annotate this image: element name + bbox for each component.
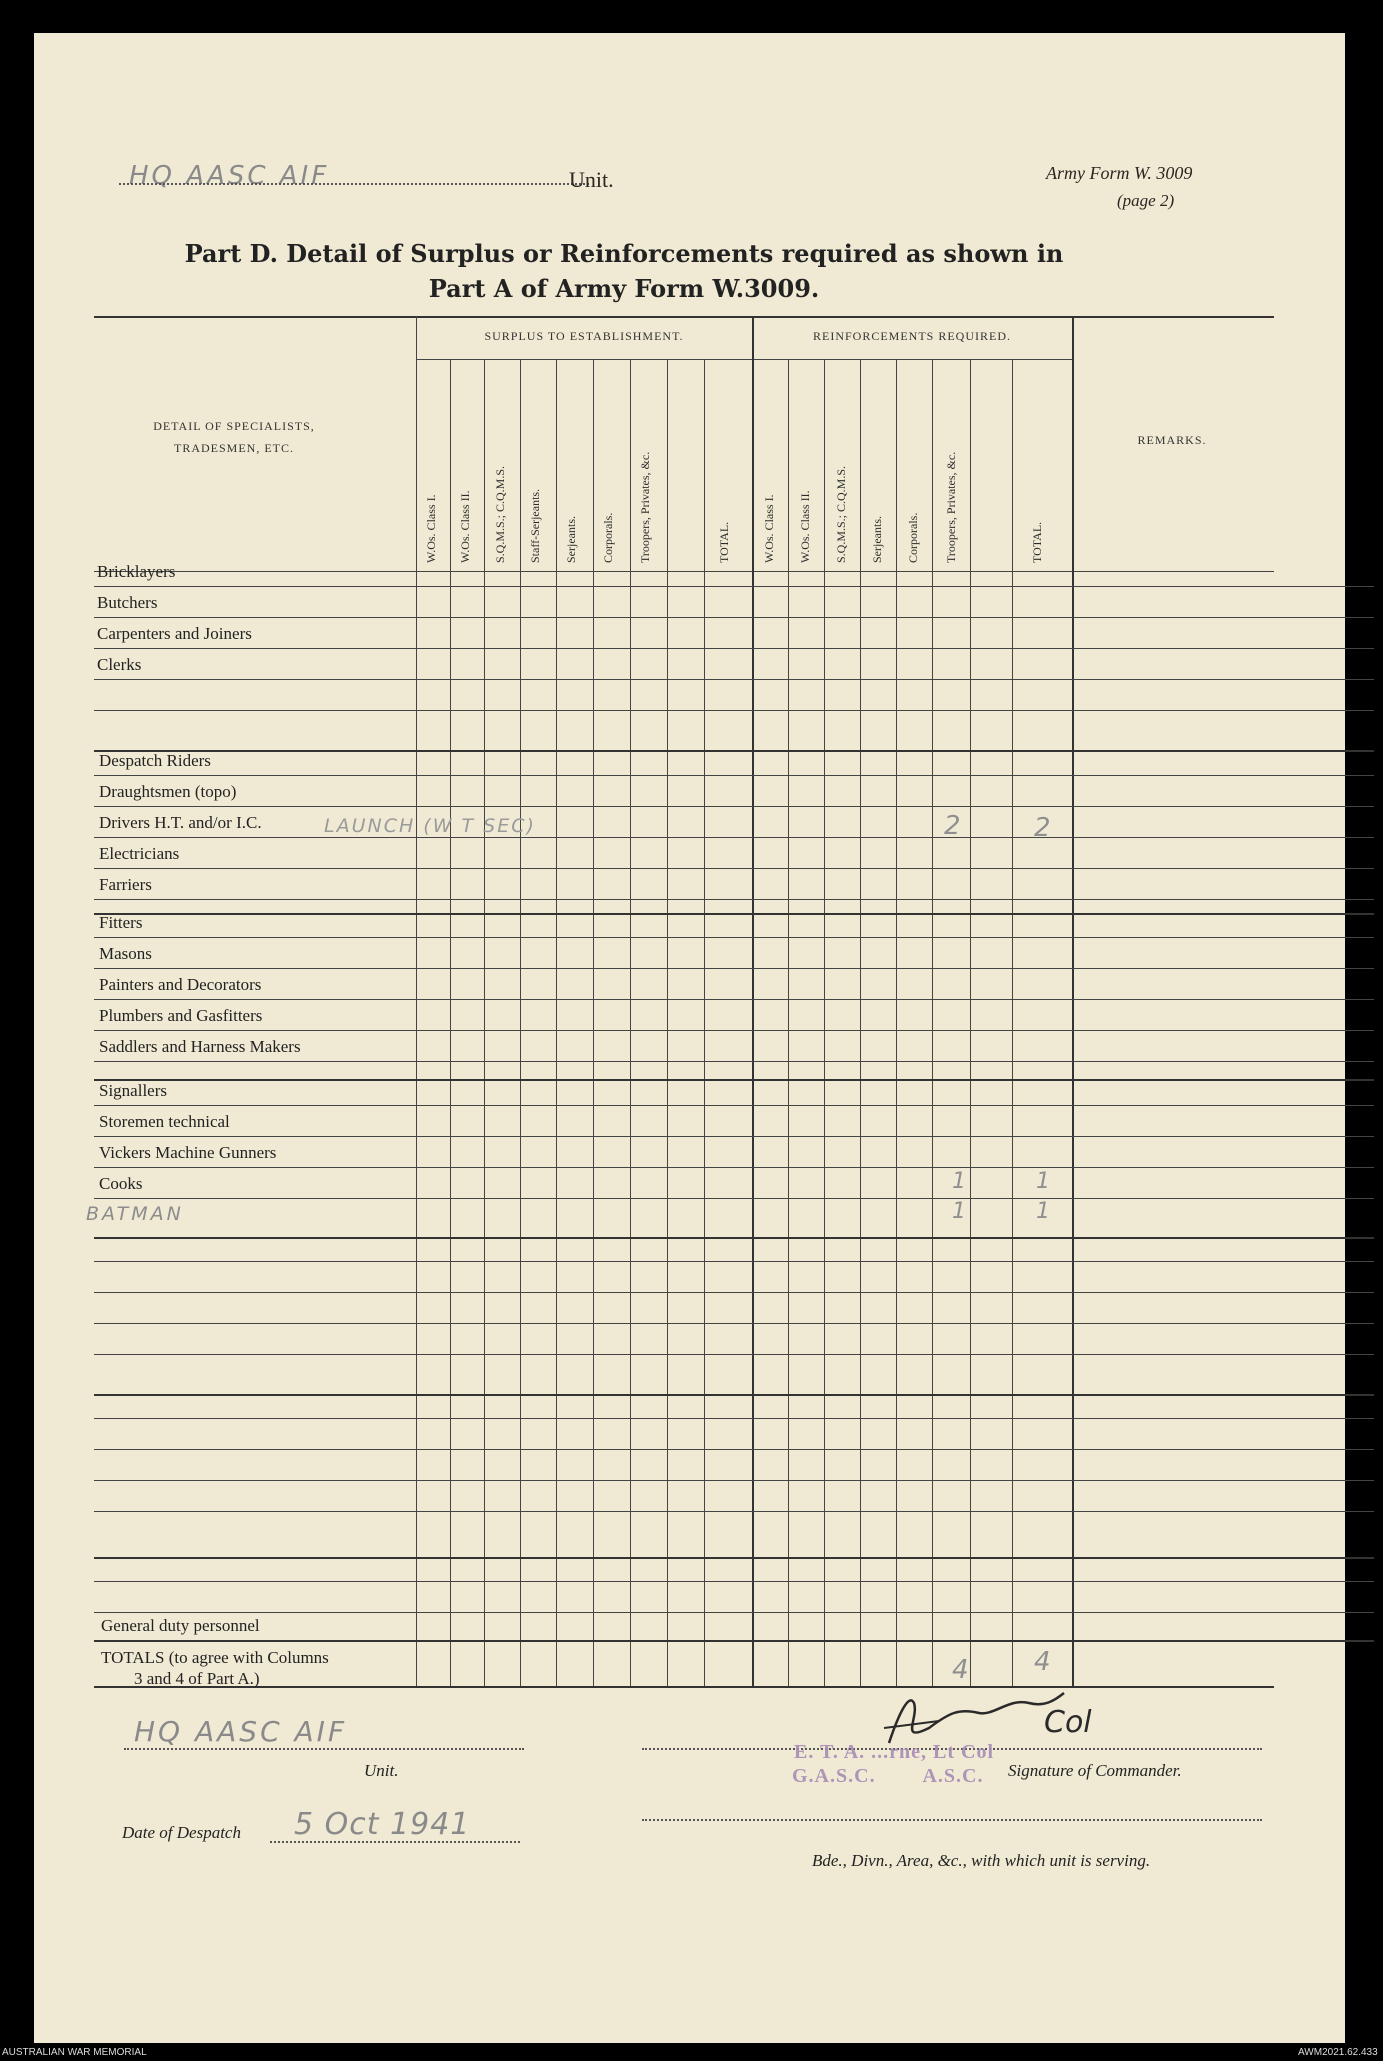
row-line (94, 806, 1374, 807)
grid-vline-9 (704, 359, 705, 1686)
grid-vline-11 (788, 359, 789, 1686)
section-line (94, 1394, 1374, 1396)
row-line (94, 837, 1374, 838)
reinf-col-sqms: S.Q.M.S.; C.Q.M.S. (834, 465, 848, 563)
drivers-annotation: LAUNCH (W T SEC) (324, 815, 536, 837)
unit-handwritten-bottom: HQ AASC AIF (134, 1715, 348, 1748)
row-line (94, 1261, 1374, 1262)
date-dotted-line (270, 1841, 520, 1843)
row-label-bricklayers: Bricklayers (97, 562, 176, 581)
section-line (94, 750, 1374, 752)
grid-vline-14 (896, 359, 897, 1686)
row-label-saddlers: Saddlers and Harness Makers (99, 1037, 301, 1056)
totals-label-line-1: TOTALS (to agree with Columns (101, 1648, 329, 1667)
row-line (94, 1418, 1374, 1419)
form-paper (34, 33, 1345, 2043)
row-line (94, 710, 1374, 711)
row-line (94, 1136, 1374, 1137)
row-line (94, 648, 1374, 649)
unit-label-top: Unit. (569, 167, 614, 192)
table-top-border (94, 316, 1274, 318)
drivers-total-value: 2 (1034, 813, 1051, 843)
row-line (94, 1105, 1374, 1106)
surplus-header: SURPLUS TO ESTABLISHMENT. (484, 329, 684, 343)
row-label-fitters: Fitters (99, 913, 143, 932)
reinf-col-wos-class-1: W.Os. Class I. (762, 494, 776, 563)
row-line (94, 617, 1374, 618)
reinforcements-header: REINFORCEMENTS REQUIRED. (812, 329, 1011, 343)
row-line (94, 899, 1374, 900)
row-line (94, 679, 1374, 680)
row-label-storemen: Storemen technical (99, 1112, 230, 1131)
title-line-2: Part A of Army Form W.3009. (428, 274, 820, 303)
section-line (94, 1557, 1374, 1559)
row-line (94, 1354, 1374, 1355)
totals-label-line-2: 3 and 4 of Part A.) (134, 1669, 260, 1688)
grid-vline-16 (970, 359, 971, 1686)
reinf-col-wos-class-2: W.Os. Class II. (798, 490, 812, 563)
row-line (94, 1449, 1374, 1450)
surplus-col-wos-class-1: W.Os. Class I. (424, 494, 438, 563)
row-line (94, 1198, 1374, 1199)
reinf-col-troopers: Troopers, Privates, &c. (944, 451, 958, 563)
reinf-col-total: TOTAL. (1030, 521, 1044, 563)
totals-top-line (94, 1640, 1374, 1642)
grid-vline-13 (860, 359, 861, 1686)
signature-label: Signature of Commander. (1008, 1761, 1182, 1780)
row-line (94, 1061, 1374, 1062)
row-line (94, 1292, 1374, 1293)
date-of-despatch-label: Date of Despatch (122, 1823, 241, 1842)
unit-bottom-dotted-line (124, 1748, 524, 1750)
row-line (94, 937, 1374, 938)
grid-vline-17 (1012, 359, 1013, 1686)
grid-vline-8 (667, 359, 668, 1686)
unit-top-dotted-line (119, 183, 589, 185)
date-of-despatch-value: 5 Oct 1941 (294, 1807, 471, 1842)
totals-troopers-value: 4 (952, 1655, 969, 1685)
commander-stamp-line-1: E. T. A. ...rne, Lt Col (794, 1741, 995, 1763)
row-label-plumbers: Plumbers and Gasfitters (99, 1006, 263, 1025)
row-label-carpenters: Carpenters and Joiners (97, 624, 252, 643)
row-line (94, 1511, 1374, 1512)
row-label-electricians: Electricians (99, 844, 180, 863)
section-line (94, 1079, 1374, 1081)
grid-vline-3 (484, 359, 485, 1686)
archive-id: AWM2021.62.433 (1298, 2047, 1378, 2058)
grid-vline-5 (556, 359, 557, 1686)
reinf-col-corporals: Corporals. (906, 512, 920, 563)
title-line-1: Part D. Detail of Surplus or Reinforcements required as shown in (184, 239, 1064, 268)
row-line (94, 1480, 1374, 1481)
unit-label-bottom: Unit. (364, 1761, 399, 1780)
surplus-col-sqms: S.Q.M.S.; C.Q.M.S. (493, 465, 507, 563)
bde-label: Bde., Divn., Area, &c., with which unit is serving. (812, 1851, 1151, 1870)
row-label-vickers: Vickers Machine Gunners (99, 1143, 277, 1162)
grid-vline-7 (630, 359, 631, 1686)
row-label-signallers: Signallers (99, 1081, 167, 1100)
remarks-header: REMARKS. (1137, 433, 1207, 447)
row-label-cooks: Cooks (99, 1174, 143, 1193)
row-line (94, 775, 1374, 776)
detail-header: DETAIL OF SPECIALISTS, TRADESMEN, ETC. (153, 419, 315, 455)
row-label-drivers: Drivers H.T. and/or I.C. (99, 813, 262, 832)
row-line (94, 1167, 1374, 1168)
row-label-draughtsmen: Draughtsmen (topo) (99, 782, 237, 801)
surplus-col-total: TOTAL. (717, 521, 731, 563)
reinf-col-serjeants: Serjeants. (870, 516, 884, 563)
batman-troopers-value: 1 (952, 1199, 966, 1224)
cooks-total-value: 1 (1036, 1169, 1050, 1194)
section-line (94, 1237, 1374, 1239)
row-line (94, 1323, 1374, 1324)
row-label-despatch-riders: Despatch Riders (99, 751, 211, 770)
section-line (94, 913, 1374, 915)
row-label-batman: BATMAN (86, 1203, 184, 1225)
drivers-troopers-value: 2 (944, 811, 961, 841)
header-bottom-border (94, 571, 1274, 572)
row-line (94, 586, 1374, 587)
group-header-divider (416, 359, 1072, 360)
row-label-painters: Painters and Decorators (99, 975, 262, 994)
grid-vline-12 (824, 359, 825, 1686)
row-label-general-duty: General duty personnel (101, 1616, 260, 1635)
surplus-col-troopers: Troopers, Privates, &c. (638, 451, 652, 563)
cooks-troopers-value: 1 (952, 1169, 966, 1194)
grid-vline-2 (450, 359, 451, 1686)
signature-col-text: Col (1044, 1705, 1092, 1740)
row-line (94, 1030, 1374, 1031)
archive-credit: AUSTRALIAN WAR MEMORIAL (2, 2047, 147, 2058)
surplus-col-staff-serjeants: Staff-Serjeants. (528, 488, 542, 563)
row-line (94, 1612, 1374, 1613)
row-label-butchers: Butchers (97, 593, 158, 612)
surplus-col-corporals: Corporals. (601, 512, 615, 563)
surplus-col-serjeants: Serjeants. (564, 516, 578, 563)
batman-total-value: 1 (1036, 1199, 1050, 1224)
form-page: (page 2) (1117, 191, 1175, 210)
totals-total-value: 4 (1034, 1647, 1051, 1677)
bde-dotted-line (642, 1819, 1262, 1821)
row-line (94, 868, 1374, 869)
form-name: Army Form W. 3009 (1046, 163, 1193, 183)
grid-vline-15 (932, 359, 933, 1686)
row-line (94, 999, 1374, 1000)
row-label-farriers: Farriers (99, 875, 152, 894)
grid-vline-6 (593, 359, 594, 1686)
row-line (94, 968, 1374, 969)
row-line (94, 1581, 1374, 1582)
grid-vline-4 (520, 359, 521, 1686)
row-label-masons: Masons (99, 944, 152, 963)
unit-handwritten-top: HQ AASC AIF (129, 161, 330, 191)
surplus-col-wos-class-2: W.Os. Class II. (458, 490, 472, 563)
commander-stamp-line-2: G.A.S.C. A.S.C. (792, 1765, 984, 1787)
row-label-clerks: Clerks (97, 655, 142, 674)
